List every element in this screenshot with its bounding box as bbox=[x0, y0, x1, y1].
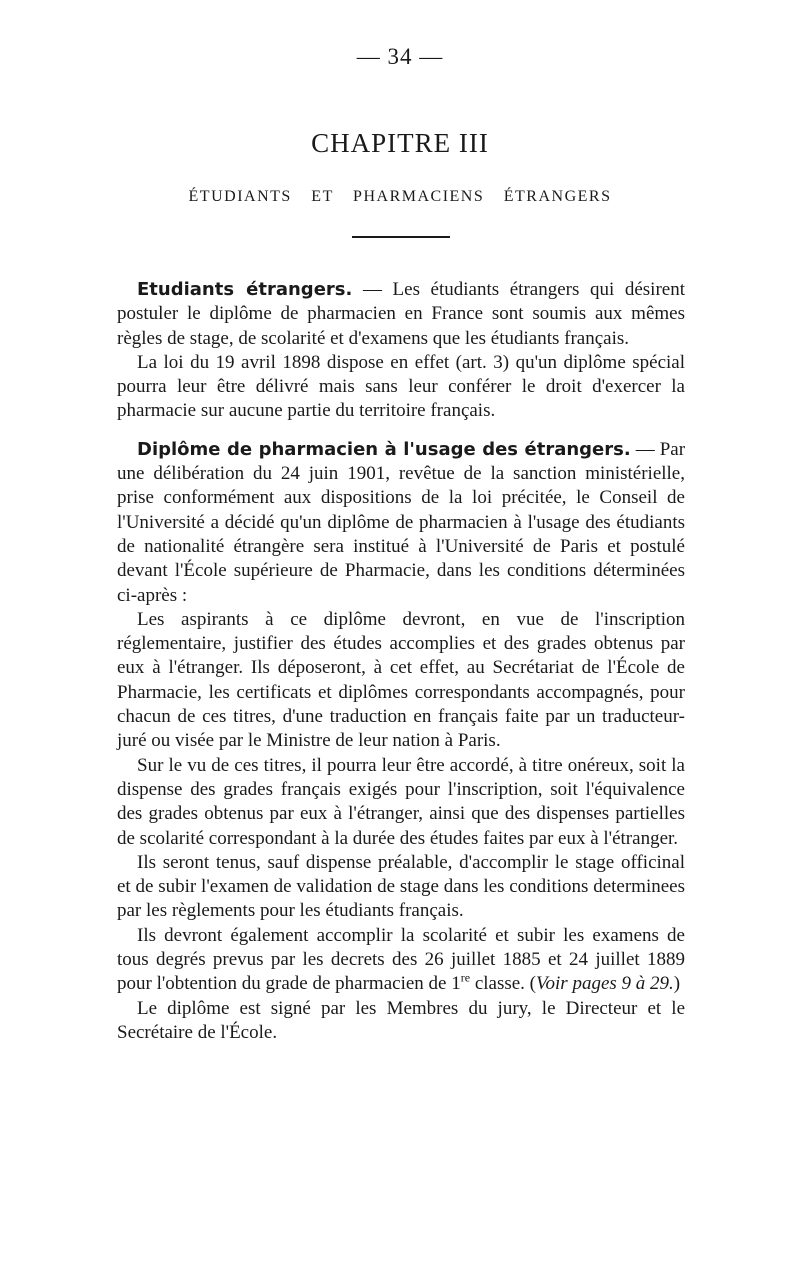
page-reference: Voir pages 9 à 29. bbox=[536, 973, 674, 995]
title-rule bbox=[352, 236, 450, 238]
paragraph: Le diplôme est signé par les Membres du jury, le Directeur et le Secrétaire de l'École. bbox=[117, 997, 685, 1043]
run-in-heading: Etudiants étrangers. bbox=[137, 279, 353, 300]
heading-dash: — bbox=[352, 279, 393, 300]
heading-dash: — bbox=[630, 438, 660, 460]
paragraph: Les aspirants à ce diplôme devront, en vue de l'inscription réglementaire, justifier des études accomplies et des grades obtenus par eux à l'étranger. Ils déposeront, à cet effet, au Secrétariat de l'École de Pharmacie, les certificats et diplômes correspondants accompagnés, pour chacun de ces titres, d'une traduction en français faite par un traducteur-juré ou visée par le Ministre de leur nation à Paris. bbox=[117, 608, 685, 752]
paragraph-text: classe. ( bbox=[470, 973, 537, 995]
paragraph: Sur le vu de ces titres, il pourra leur être accordé, à titre onéreux, soit la dispense des grades français exigés pour l'inscription, soit l'équivalence des grades obtenus par eux à l'étranger, ainsi que des dispenses partielles de scolarité correspondant à la durée des études faites par eux à l'étranger. bbox=[117, 754, 685, 849]
paragraph bbox=[117, 278, 685, 351]
paragraph bbox=[117, 438, 685, 608]
paragraph-text: Ils devront également accomplir la scolarité et subir les examens de tous degrés prevus par les decrets des 26 juillet 1885 et 24 juillet 1889 pour l'obtention du grade de pharmacien de 1 bbox=[117, 924, 685, 995]
paragraph: Ils seront tenus, sauf dispense préalable, d'accomplir le stage officinal et de subir l'examen de validation de stage dans les conditions determinees par les règlements pour les étudiants français. bbox=[117, 851, 685, 922]
page-number: — 34 — bbox=[356, 44, 444, 69]
run-in-heading: Diplôme de pharmacien à l'usage des étrangers. bbox=[137, 438, 631, 460]
section-title: ÉTUDIANTS ET PHARMACIENS ÉTRANGERS bbox=[188, 188, 612, 205]
paragraph-text: Les étudiants étrangers qui désirent postuler le diplôme de pharmacien en France sont soumis aux mêmes règles de stage, de scolarité et d'examens que les étudiants français. bbox=[117, 279, 685, 349]
paragraph bbox=[117, 924, 685, 997]
chapter-title: CHAPITRE III bbox=[311, 128, 489, 158]
paragraph: La loi du 19 avril 1898 dispose en effet (art. 3) qu'un diplôme spécial pourra leur être délivré mais sans leur conférer le droit d'exercer la pharmacie sur aucune partie du territoire français. bbox=[117, 351, 685, 422]
paragraph-text: Par une délibération du 24 juin 1901, revêtue de la sanction ministérielle, prise conformément aux dispositions de la loi précitée, le Conseil de l'Université a décidé qu'un diplôme de pharmacien à l'usage des étudiants de nationalité étrangère sera institué à l'Université de Paris et postulé devant l'École supérieure de Pharmacie, dans les conditions déterminées ci-après : bbox=[117, 438, 686, 606]
body-text bbox=[117, 278, 685, 1045]
paragraph-text: ) bbox=[673, 973, 681, 995]
superscript: re bbox=[460, 970, 471, 985]
